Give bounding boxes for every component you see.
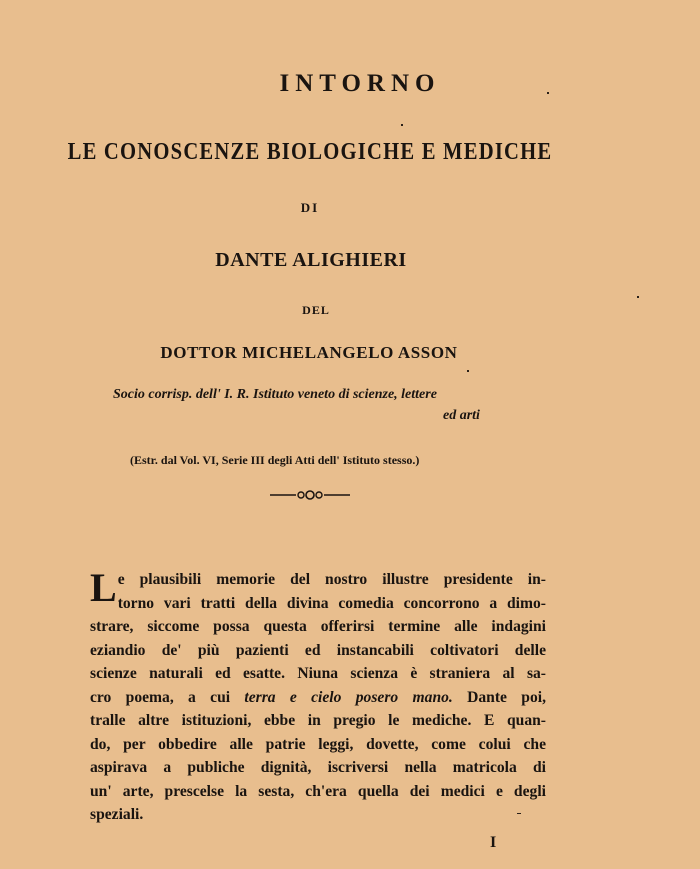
title-subtitle: LE CONOSCENZE BIOLOGICHE E MEDICHE — [67, 139, 553, 165]
body-paragraph — [90, 565, 546, 827]
body-line-3: strare, siccome possa questa offerirsi termine alle indagini — [90, 618, 546, 635]
preposition-di: DI — [300, 200, 320, 215]
scan-speck — [401, 124, 403, 126]
author-name: DOTTOR MICHELANGELO ASSON — [160, 343, 458, 362]
body-line-7: tralle altre istituzioni, ebbe in pregio le mediche. E quan- — [90, 712, 546, 729]
extract-note: (Estr. dal Vol. VI, Serie III degli Atti dell' Istituto stesso.) — [130, 453, 420, 467]
scan-speck — [637, 296, 639, 298]
body-line-6-start: cro poema, a cui — [90, 688, 231, 706]
body-line-9: aspirava a publiche dignità, iscriversi nella matricola di — [90, 759, 546, 776]
body-line-6-italic: terra e cielo posero mano. — [244, 688, 453, 706]
body-line-1: e plausibili memorie del nostro illustre presidente in- — [117, 571, 546, 588]
scan-speck — [517, 813, 521, 814]
body-line-8: do, per obbedire alle patrie leggi, dovette, come colui che — [90, 735, 546, 753]
body-line-10: un' arte, prescelse la sesta, ch'era quella dei medici e degli — [90, 782, 546, 800]
ornament-divider-icon — [270, 488, 350, 502]
body-line-5: scienze naturali ed esatte. Niuna scienza è straniera al sa- — [90, 665, 546, 682]
scan-speck — [467, 370, 469, 372]
drop-cap: L — [90, 565, 117, 610]
body-line-11: speziali. — [90, 806, 144, 823]
body-line-4: eziandio de' più pazienti ed instancabili coltivatori delle — [90, 641, 546, 659]
body-line-6 — [90, 686, 546, 710]
page-mark: I — [490, 834, 497, 851]
affiliation-line-2: ed arti — [443, 408, 480, 423]
scan-speck — [547, 92, 549, 94]
preposition-del: DEL — [302, 303, 330, 317]
affiliation-line-1: Socio corrisp. dell' I. R. Istituto veneto di scienze, lettere — [113, 387, 437, 402]
body-line-6-end: Dante poi, — [467, 688, 546, 706]
body-line-2: torno vari tratti della divina comedia concorrono a dimo- — [117, 594, 546, 612]
subject-name: DANTE ALIGHIERI — [215, 249, 407, 271]
title-intorno: INTORNO — [279, 70, 441, 97]
